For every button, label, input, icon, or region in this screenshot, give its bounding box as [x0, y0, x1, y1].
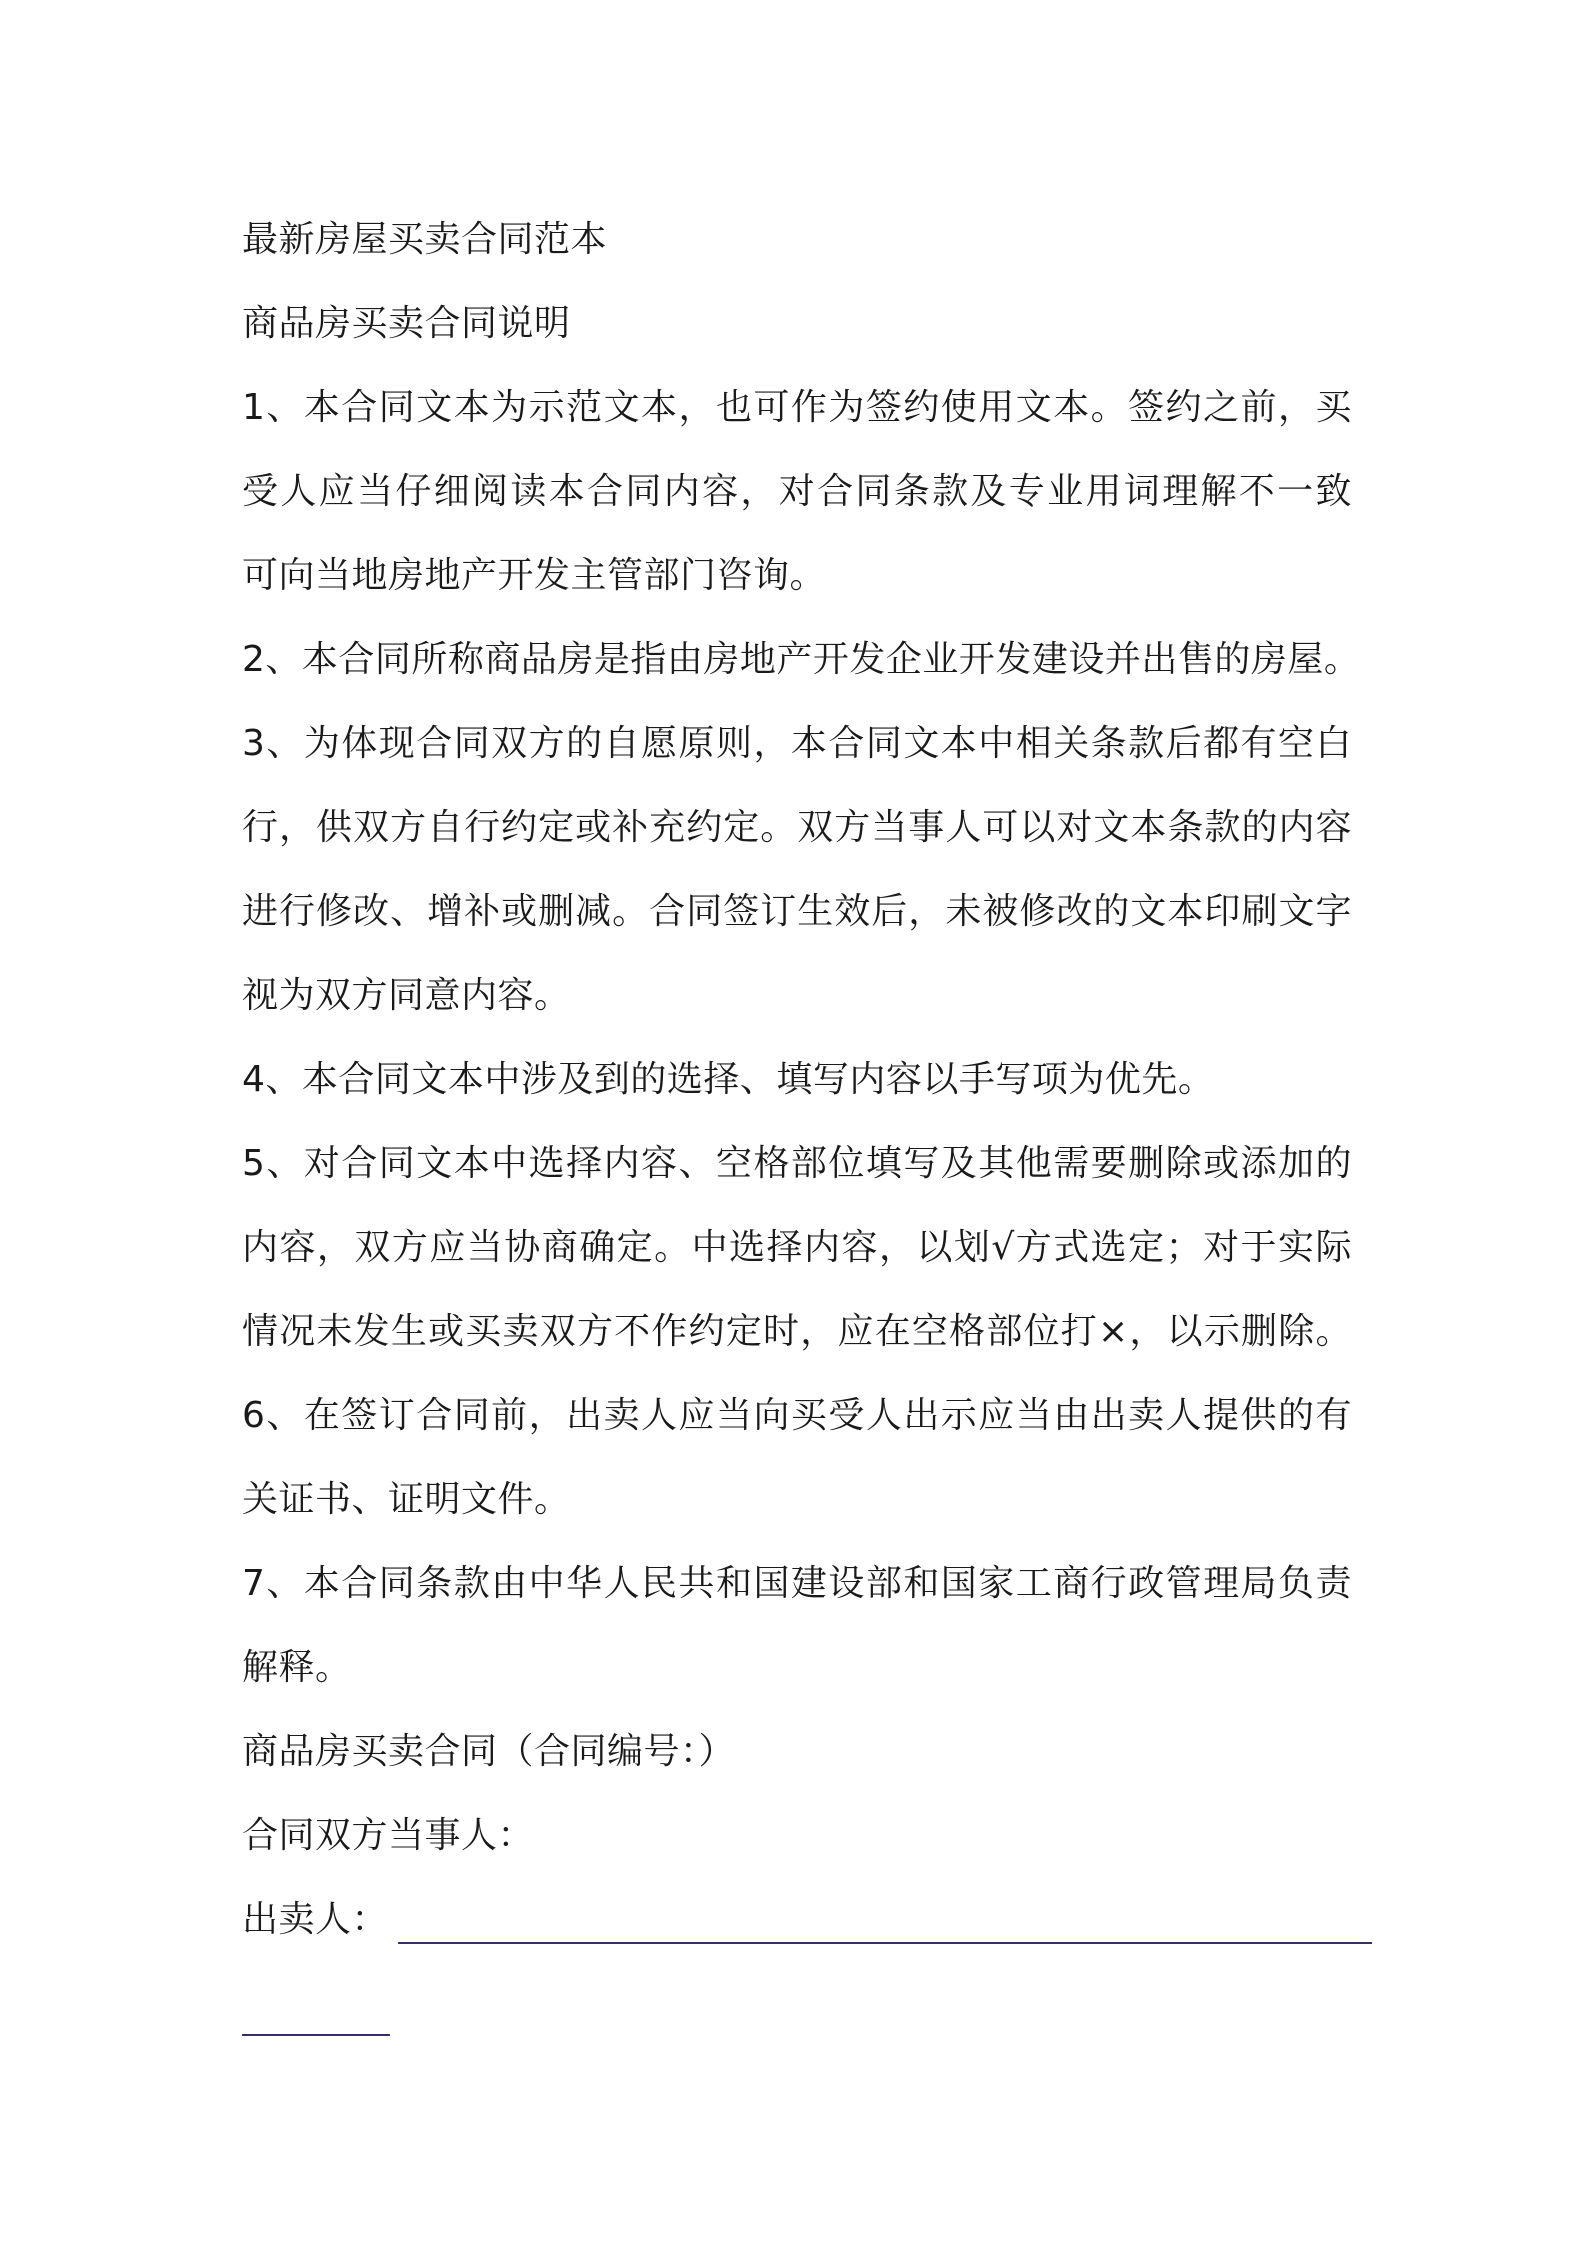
clause-7	[242, 1542, 1372, 1710]
clause-line: 7、本合同条款由中华人民共和国建设部和国家工商行政管理局负责	[242, 1563, 1352, 1604]
seller-blank-line-continued[interactable]	[242, 2034, 390, 2036]
clause-1	[242, 366, 1372, 618]
clause-line: 情况未发生或买卖双方不作约定时，应在空格部位打×，以示删除。	[242, 1311, 1352, 1352]
clause-line: 进行修改、增补或删减。合同签订生效后，未被修改的文本印刷文字	[242, 891, 1352, 932]
clause-line: 关证书、证明文件。	[242, 1479, 571, 1520]
clause-2	[242, 618, 1372, 702]
seller-label: 出卖人：	[242, 1899, 389, 1940]
seller-field	[242, 1878, 1372, 1962]
clause-line: 6、在签订合同前，出卖人应当向买受人出示应当由出卖人提供的有	[242, 1395, 1352, 1436]
clause-line: 行，供双方自行约定或补充约定。双方当事人可以对文本条款的内容	[242, 807, 1352, 848]
clause-line: 可向当地房地产开发主管部门咨询。	[242, 555, 827, 596]
parties-heading: 合同双方当事人：	[242, 1815, 535, 1856]
seller-blank-line[interactable]	[398, 1942, 1372, 1944]
clause-line: 1、本合同文本为示范文本，也可作为签约使用文本。签约之前，买	[242, 387, 1352, 428]
clause-6	[242, 1374, 1372, 1542]
clause-3	[242, 702, 1372, 1038]
document-title: 最新房屋买卖合同范本	[242, 219, 608, 260]
document-body	[242, 198, 1372, 2036]
clause-line: 5、对合同文本中选择内容、空格部位填写及其他需要删除或添加的	[242, 1143, 1352, 1184]
contract-heading: 商品房买卖合同（合同编号：）	[242, 1731, 736, 1772]
clause-line: 4、本合同文本中涉及到的选择、填写内容以手写项为优先。	[242, 1059, 1215, 1100]
clause-line: 解释。	[242, 1647, 352, 1688]
clause-4	[242, 1038, 1372, 1122]
clause-line: 2、本合同所称商品房是指由房地产开发企业开发建设并出售的房屋。	[242, 639, 1361, 680]
clause-line: 视为双方同意内容。	[242, 975, 571, 1016]
clause-line: 内容，双方应当协商确定。中选择内容，以划√方式选定；对于实际	[242, 1227, 1352, 1268]
clause-5	[242, 1122, 1372, 1374]
clause-line: 3、为体现合同双方的自愿原则，本合同文本中相关条款后都有空白	[242, 723, 1352, 764]
document-subtitle: 商品房买卖合同说明	[242, 303, 571, 344]
clause-line: 受人应当仔细阅读本合同内容，对合同条款及专业用词理解不一致	[242, 471, 1352, 512]
